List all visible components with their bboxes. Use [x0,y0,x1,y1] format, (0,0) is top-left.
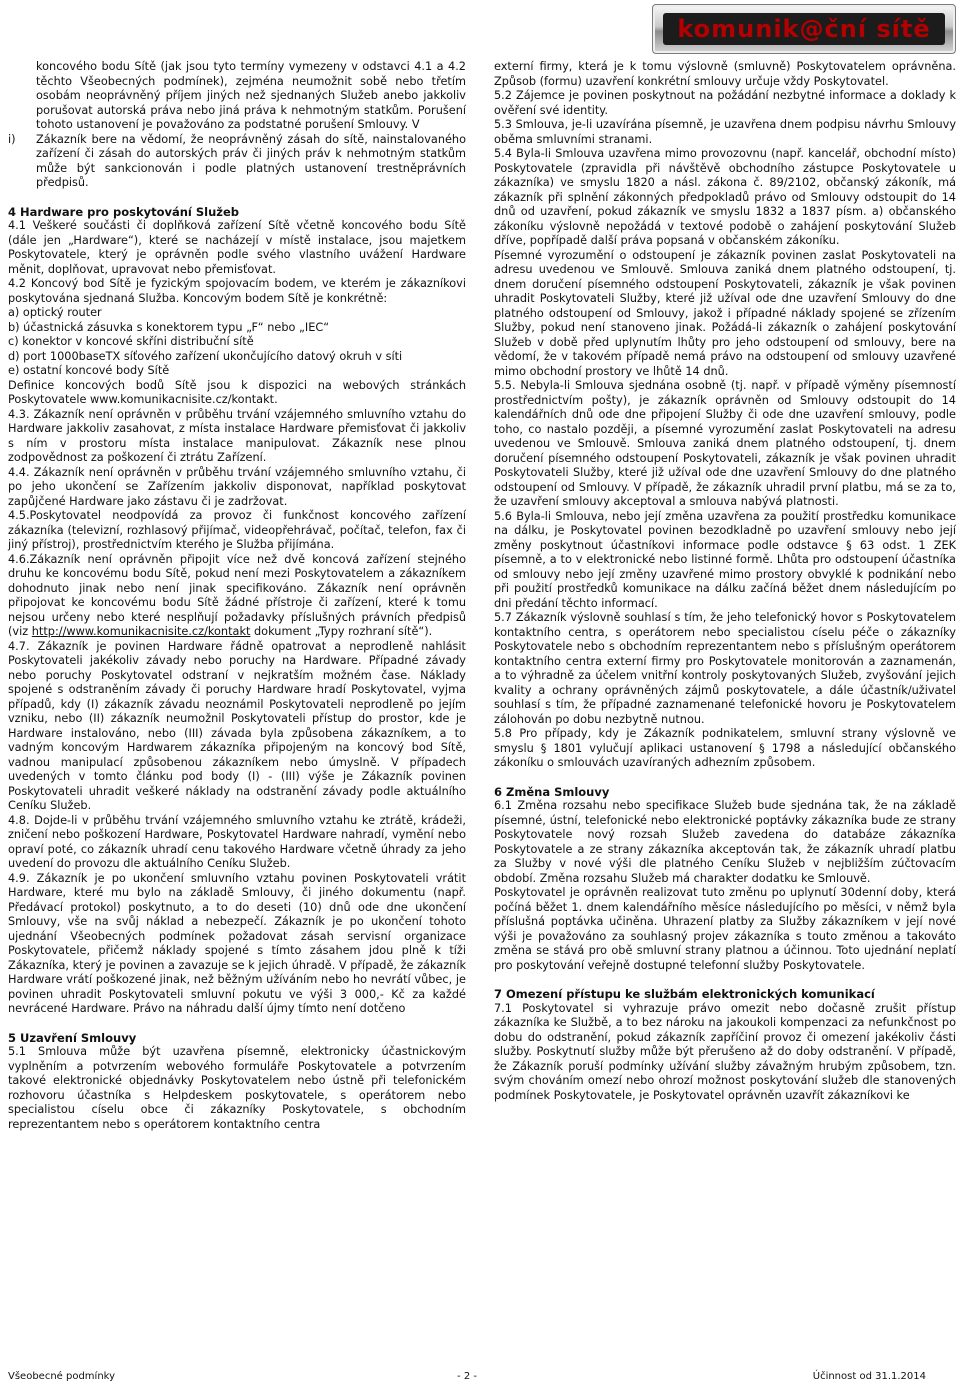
paragraph-5-4: 5.4 Byla-li Smlouva uzavřena mimo provozovnu (např. kancelář, obchodní místo) Poskytovatele (zpravidla při návštěvě obchodního zástupce Poskytovatele u zákazníka) ve smyslu 1820 a násl. zákona č. 89/2102, občanský zákoník, má zákazník při splnění zákonných předpokladů právo od Smlouvy odstoupit do 14 dnů od uzavření, pokud zákazník ve smyslu 1832 a 1837 písm. a) občanského zákoníku výslovně nepožádá v textové podobě o zahájení poskytování Služeb dříve, popřípadě další práva popsaná v občanském zákoníku. [494,147,956,247]
list-item-label: i) [8,132,16,146]
paragraph-4-6 [8,553,466,640]
paragraph-5-3: 5.3 Smlouva, je-li uzavírána písemně, je uzavřena dnem podpisu návrhu Smlouvy oběma smluvními stranami. [494,118,956,146]
paragraph-5-8: 5.8 Pro případy, kdy je Zákazník podnikatelem, smluvní strany výslovně ve smyslu § 1801 vylučují aplikaci ustanovení § 1798 a následující občanského zákoníku o smlouvách uzavíraných adhezním způsobem. [494,727,956,769]
paragraph-4-4: 4.4. Zákazník není oprávněn v průběhu trvání vzájemného smluvního vztahu, či po jeho ukončení se Zařízením jakkoliv disponovat, například poskytovat zapůjčené Hardware jako zástavu či je zadržovat. [8,465,466,508]
section-heading-7: 7 Omezení přístupu ke službám elektronických komunikací [494,987,875,1001]
kontakt-link[interactable]: http://www.komunikacnisite.cz/kontakt [31,625,251,638]
footer-document-name: Všeobecné podmínky [8,1371,116,1382]
paragraph-4-5: 4.5.Poskytovatel neodpovídá za provoz či funkčnost koncového zařízení zákazníka (televizní, rozhlasový přijímač, videopřehrávač, počítač, telefon, fax či jiný přístroj), prostřednictvím kterého je Služba přijímána. [8,509,466,551]
section-heading-4: 4 Hardware pro poskytování Služeb [8,204,240,219]
paragraph-6-1: 6.1 Změna rozsahu nebo specifikace Služeb bude sjednána tak, že na základě písemné, ústní, telefonické nebo elektronické poptávky zákazníka bude ze strany Poskytovatele nový rozsah Služeb zavedena do databáze zákazníka Poskytovatele a ze strany zákazníka akceptován tak, že zákazník uhradí platbu za Služby v nové výši dle platného Ceníku Služeb v nejbližším zúčtovacím období. Změna rozsahu Služeb má charakter dodatku ke Smlouvě. [494,799,956,885]
paragraph-4-8: 4.8. Dojde-li v průběhu trvání vzájemného smluvního vztahu ke ztrátě, krádeži, zničení nebo poškození Hardware, Poskytovatel Hardware nahradí, vymění nebo opraví poté, co zákazník uhradí cenu takového Hardware včetně úhrady za jeho uvedení do provozu dle aktuálního Ceníku Služeb. [8,813,466,870]
paragraph-4-6-text: 4.6.Zákazník není oprávněn připojit více než dvě koncová zařízení stejného druhu ke koncovému bodu Sítě, pokud není mezi Poskytovatelem a zákazníkem dohodnuto jinak nebo není jinak specifikováno. Zákazník není oprávněn připojovat ke koncovému bodu Sítě žádné přístroje či zařízení, které k tomu nejsou určeny nebo které nesplňují požadavky příslušných právních předpisů (viz [8,552,466,638]
paragraph-5-7: 5.7 Zákazník výslovně souhlasí s tím, že jeho telefonický hovor s Poskytovatelem kontaktního centra, s operátorem nebo specialistou císelu péče o zákazníky Poskytovatele nebo s obchodním reprezentantem nebo s příslušným operátorem kontaktního centra externí firmy pro Poskytovatele monitorován a zaznamenán, a to výhradně za účelem vnitřní kontroly poskytovaných Služeb, zvyšování jejich kvality a ochrany oprávněných zájmů poskytovatele, a dále účastník/uživatel souhlasí s tím, že případné zaznamenané telefonické hovoru je Poskytovatelem zálohován po dobu nezbytně nutnou. [494,611,956,726]
list-item-b: b) účastnická zásuvka s konektorem typu „F“ nebo „IEC“ [8,320,330,334]
paragraph-5-2: 5.2 Zájemce je povinen poskytnout na požádání nezbytné informace a doklady k ověření své identity. [494,89,956,117]
list-item-a: a) optický router [8,306,102,319]
footer-page-number: - 2 - [457,1371,477,1382]
paragraph-4-3: 4.3. Zákazník není oprávněn v průběhu trvání vzájemného smluvního vztahu do Hardware jakkoliv zasahovat, z místa instalace Hardware přemisťovat či jakkoliv s ním v prostoru místa instalace manipulovat. Zákazník nese plnou zodpovědnost za poškození či ztrátu Zařízení. [8,407,466,464]
list-item-d: d) port 1000baseTX síťového zařízení ukončujícího datový okruh v síti [8,349,403,363]
section-heading-6: 6 Změna Smlouvy [494,784,610,799]
section-heading-5: 5 Uzavření Smlouvy [8,1030,137,1045]
paragraph-4-9: 4.9. Zákazník je po ukončení smluvního vztahu povinen Poskytovateli vrátit Hardware, které mu bylo na základě Smlouvy, či jiného dokumentu (např. Předávací protokol) poskytnuto, a to do deseti (10) dnů ode dne ukončení Smlouvy, vše na svůj náklad a nebezpečí. Zákazník je po ukončení tohoto ujednání Všeobecných podmínek požadovat zásah servisní organizace Poskytovatele, přičemž náklady spojené s tímto zásahem jdou plně k tíži Zákazníka, který je povinen a zavazuje se k jejich úhradě. V případě, že zákazník Hardware vrátí poškozené jinak, než běžným užíváním nebo ho nevrátí vůbec, je povinen uhradit Poskytovateli smluvní pokutu ve výši 3 000,- Kč za každé nevrácené Hardware. Právo na náhradu další újmy tímto není dotčeno [8,871,466,1015]
list-item-i [8,133,466,191]
paragraph-5-5: 5.5. Nebyla-li Smlouva sjednána osobně (tj. např. v případě výměny písemností prostřednictvím pošty), je zákazník oprávněn od Smlouvy odstoupit do 14 kalendářních dnů ode dne připojení Služby či ode dne uzavření smlouvy, podle toho, co nastalo později, a písemné vyrozumění zaslat Poskytovateli na adresu uvedenou ve Smlouvě. Smlouva zaniká dnem platného odstoupení, tj. dnem doručení písemného odstoupení Poskytovateli, zákazník je však povinen uhradit Poskytovateli Služby, které již užíval ode dne uzavření Smlouvy do dne platného odstoupení od Smlouvy. V případě, že zákazník uhradil první platbu, má se za to, že uzavření smlouvy akceptoval a smlouva nabývá platnosti. [494,379,956,508]
paragraph-6-1-b: Poskytovatel je oprávněn realizovat tuto změnu po uplynutí 30denní doby, která počíná běžet 1. dnem kalendářního měsíce následujícího po měsíci, v němž byla příslušná poptávka učiněna. Uhrazení platby za Služby zákazníkem v její nové výši je považováno za souhlasný projev zákazníka s touto změnou a takováto změna se stává pro obě smluvní strany platnou a účinnou. Toto ujednání neplatí pro poskytování veřejně dostupné telefonní služby Poskytovatele. [494,886,956,972]
list-item-text: Zákazník bere na vědomí, že neoprávněný zásah do sítě, nainstalovaného zařízení či zásah do autorských práv či jiných práv k nehmotným statkům může být sankcionován i podle platných ustanovení trestněprávních předpisů. [36,132,466,189]
footer-effective-date: Účinnost od 31.1.2014 [812,1371,926,1382]
paragraph-5-1: 5.1 Smlouva může být uzavřena písemně, elektronicky účastnickovým vyplněním a potvrzením webového formuláře Poskytovatele a potvrzením takové elektronické objednávky Poskytovatelem nebo ústně při telefonickém rozhovoru účastníka s Helpdeskem poskytovatele, s operátorem nebo specialistou císelu obce či zákazníky Poskytovatele, s obchodním reprezentantem nebo s operátorem kontaktního centra [8,1045,466,1131]
paragraph-7-1: 7.1 Poskytovatel si vyhrazuje právo omezit nebo dočasně zrušit přístup zákazníka ke Službě, a to bez nároku na jakoukoli kompenzaci za nefunkčnost po dobu do odstranění, pokud zákazník zapříčiní provoz či omezení jakékoliv části služby. Poskytnutí služby může být přerušeno až do doby odstranění. V případě, že Zákazník poruší podmínky užívání služby závažným hrubým způsobem, tzn. svým chováním omezí nebo ohrozí možnost poskytování služeb dle stanovených podmínek Poskytovatele, je Poskytovatel oprávněn uzavřít zákazníkovi ke [494,1001,956,1102]
list-item-e: e) ostatní koncové body Sítě [8,364,170,377]
paragraph-5-4-b: Písemné vyrozumění o odstoupení je zákazník povinen zaslat Poskytovateli na adresu uvedenou ve Smlouvě. Smlouva zaniká dnem platného odstoupení, tj. dnem doručení písemného odstoupení Poskytovateli, zákazník je však povinen uhradit Poskytovateli Služby, které již užíval ode dne uzavření Smlouvy do dne platného odstoupení od Smlouvy, jakož i případné náklady spojené se zřízením Služby, pokud není stanoveno jinak. Požádá-li zákazník o zahájení poskytování Služeb v době před uplynutím lhůty pro jeho odstoupení od smlouvy, bere na vědomí, že v takovém případě nemá právo na odstoupení od smlouvy uzavřené mimo obchodní prostory ve lhůtě 14 dnů. [494,248,956,378]
right-column [494,60,956,1103]
paragraph-continued: externí firmy, která je k tomu výslovně (smluvně) Poskytovatelem oprávněna. Způsob (formu) uzavření konkrétní smlouvy určuje vždy Poskytovatel. [494,60,956,88]
paragraph-intro: koncového bodu Sítě (jak jsou tyto termíny vymezeny v odstavci 4.1 a 4.2 těchto Všeobecných podmínek), zejména neumožnit sobě nebo třetím osobám neoprávněný příjem jiných než sjednaných Služeb anebo jakkoliv porušovat autorská práva nebo jiná práva k nehmotným statkům. Porušení tohoto ustanovení je považováno za podstatné porušení Smlouvy. V [36,60,466,131]
list-item-c: c) konektor v koncové skříni distribuční sítě [8,335,254,348]
page-footer [8,1370,926,1384]
paragraph-5-6: 5.6 Byla-li Smlouva, nebo její změna uzavřena za použití prostředku komunikace na dálku, je Poskytovatel povinen bezodkladně po uzavření smlouvy nebo její změny poskytnout účastníkovi informace podle odstavce § 63 odst. 1 ZEK písemně, a to v elektronické nebo listinné formě. Lhůta pro odstoupení účastníka od smlouvy nebo její změny uzavřené mimo prostory obvyklé k podnikání nebo při použití prostředků komunikace na dálku začíná běžet dnem následujícím po dni předání těchto informací. [494,509,956,610]
paragraph-4-7: 4.7. Zákazník je povinen Hardware řádně opatrovat a neprodleně nahlásit Poskytovateli jakékoliv závady nebo poruchy na Hardware. Případné závady nebo poruchy Poskytovatel odstraní v nejkratším možném čase. Náklady spojené s odstraněním závady či poruchy Hardware hradí Poskytovatel, vyjma případů, kdy (I) zákazník závadu neoznámil Poskytovateli neprodleně po jejím vzniku, nebo (II) zákazník neumožnil Poskytovateli přístup do prostor, kde je Hardware instalováno, nebo (III) závada byla způsobena zákazníkem, a to vadným koncovým Hardwarem zákazníka připojeným na koncový bod Sítě, vadnou manipulací způsobenou zákazníkem nebo úmyslně. V případech uvedených v tomto článku pod body (I) - (III) výše je Zákazník povinen Poskytovateli uhradit veškeré náklady na odstranění závady podle aktuálního Ceníku Služeb. [8,639,466,812]
paragraph-4-6-tail: dokument „Typy rozhraní sítě“). [250,625,433,638]
paragraph-4-2: 4.2 Koncový bod Sítě je fyzickým spojovacím bodem, ve kterém je zákazníkovi poskytována sjednaná Služba. Koncovým bodem Sítě je konkrétně: [8,277,466,305]
company-logo [652,4,956,54]
left-column [8,60,466,1132]
logo-text: komunik@ční sítě [663,13,945,45]
paragraph-4-1: 4.1 Veškeré součásti či doplňková zařízení Sítě včetně koncového bodu Sítě (dále jen „Hardware“), které se nacházejí v místě instalace, jsou majetkem Poskytovatele, který je oprávněn podle svého vlastního uvážení Hardware měnit, doplňovat, upravovat nebo přemisťovat. [8,219,466,276]
paragraph-definition: Definice koncových bodů Sítě jsou k dispozici na webových stránkách Poskytovatele www.komunikacnisite.cz/kontakt. [8,378,466,406]
